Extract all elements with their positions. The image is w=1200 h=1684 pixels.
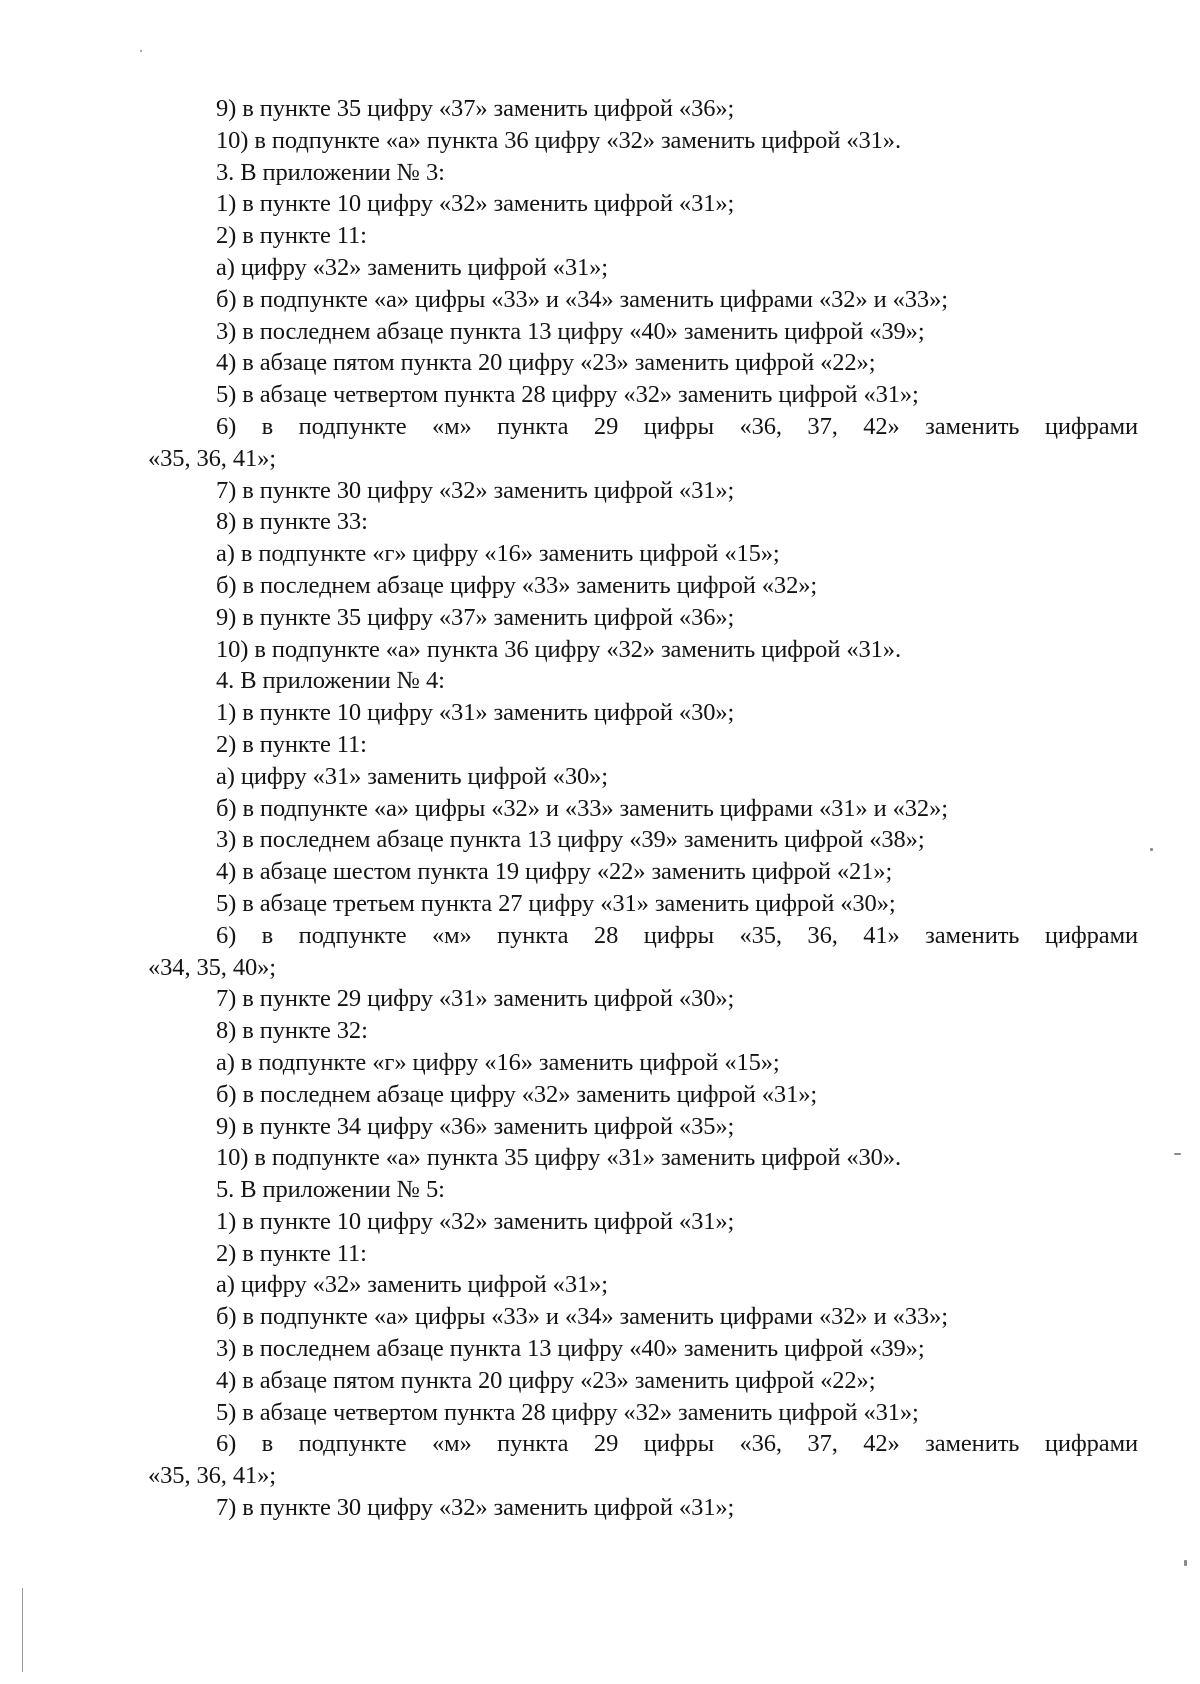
document-line: 7) в пункте 30 цифру «32» заменить цифрой «31»; (216, 1494, 735, 1522)
document-line: 7) в пункте 29 цифру «31» заменить цифрой «30»; (216, 985, 735, 1013)
document-line: «34, 35, 40»; (148, 953, 277, 981)
document-line: 6) в подпункте «м» пункта 28 цифры «35, 36, 41» заменить цифрами (216, 921, 1138, 949)
scan-speck (140, 50, 142, 52)
scan-speck (1174, 1153, 1181, 1155)
document-line: 1) в пункте 10 цифру «32» заменить цифрой «31»; (216, 190, 735, 218)
document-line: «35, 36, 41»; (148, 1462, 277, 1490)
document-line: б) в последнем абзаце цифру «32» заменить цифрой «31»; (216, 1080, 818, 1108)
document-line: 3) в последнем абзаце пункта 13 цифру «40» заменить цифрой «39»; (216, 1335, 925, 1363)
document-line: а) в подпункте «г» цифру «16» заменить цифрой «15»; (216, 1048, 780, 1076)
document-line: а) в подпункте «г» цифру «16» заменить цифрой «15»; (216, 540, 780, 568)
document-line: 10) в подпункте «а» пункта 36 цифру «32» заменить цифрой «31». (216, 635, 901, 663)
document-line: а) цифру «32» заменить цифрой «31»; (216, 1271, 608, 1299)
document-line: 5. В приложении № 5: (216, 1176, 445, 1204)
scan-speck (1184, 1560, 1187, 1566)
document-line: 4) в абзаце шестом пункта 19 цифру «22» заменить цифрой «21»; (216, 858, 893, 886)
document-line: 3) в последнем абзаце пункта 13 цифру «39» заменить цифрой «38»; (216, 826, 925, 854)
document-line: 10) в подпункте «а» пункта 36 цифру «32» заменить цифрой «31». (216, 126, 901, 154)
scan-margin-line (22, 1588, 23, 1672)
document-body (148, 93, 1138, 1524)
document-line: 3. В приложении № 3: (216, 158, 445, 186)
document-line: 10) в подпункте «а» пункта 35 цифру «31» заменить цифрой «30». (216, 1144, 901, 1172)
document-line: 5) в абзаце третьем пункта 27 цифру «31» заменить цифрой «30»; (216, 889, 896, 917)
document-line: 4. В приложении № 4: (216, 667, 445, 695)
document-line: 6) в подпункте «м» пункта 29 цифры «36, 37, 42» заменить цифрами (216, 1430, 1138, 1458)
document-line: б) в последнем абзаце цифру «33» заменить цифрой «32»; (216, 571, 818, 599)
scan-speck (1150, 848, 1153, 851)
document-line: 9) в пункте 35 цифру «37» заменить цифрой «36»; (216, 603, 735, 631)
document-line: 2) в пункте 11: (216, 222, 367, 250)
document-line: 2) в пункте 11: (216, 1239, 367, 1267)
document-line: 5) в абзаце четвертом пункта 28 цифру «32» заменить цифрой «31»; (216, 1398, 919, 1426)
document-line: 9) в пункте 34 цифру «36» заменить цифрой «35»; (216, 1112, 735, 1140)
document-line: б) в подпункте «а» цифры «32» и «33» заменить цифрами «31» и «32»; (216, 794, 948, 822)
document-line: 8) в пункте 32: (216, 1017, 368, 1045)
document-line: 8) в пункте 33: (216, 508, 368, 536)
document-line: 1) в пункте 10 цифру «31» заменить цифрой «30»; (216, 699, 735, 727)
document-line: а) цифру «32» заменить цифрой «31»; (216, 253, 608, 281)
document-line: 7) в пункте 30 цифру «32» заменить цифрой «31»; (216, 476, 735, 504)
document-line: а) цифру «31» заменить цифрой «30»; (216, 762, 608, 790)
document-line: 5) в абзаце четвертом пункта 28 цифру «32» заменить цифрой «31»; (216, 381, 919, 409)
document-line: 6) в подпункте «м» пункта 29 цифры «36, 37, 42» заменить цифрами (216, 412, 1138, 440)
document-line: 2) в пункте 11: (216, 730, 367, 758)
document-line: б) в подпункте «а» цифры «33» и «34» заменить цифрами «32» и «33»; (216, 285, 948, 313)
document-line: 9) в пункте 35 цифру «37» заменить цифрой «36»; (216, 95, 735, 122)
document-line: 3) в последнем абзаце пункта 13 цифру «40» заменить цифрой «39»; (216, 317, 925, 345)
document-line: 1) в пункте 10 цифру «32» заменить цифрой «31»; (216, 1207, 735, 1235)
document-line: б) в подпункте «а» цифры «33» и «34» заменить цифрами «32» и «33»; (216, 1303, 948, 1331)
document-line: 4) в абзаце пятом пункта 20 цифру «23» заменить цифрой «22»; (216, 349, 876, 377)
document-line: 4) в абзаце пятом пункта 20 цифру «23» заменить цифрой «22»; (216, 1366, 876, 1394)
document-line: «35, 36, 41»; (148, 444, 277, 472)
